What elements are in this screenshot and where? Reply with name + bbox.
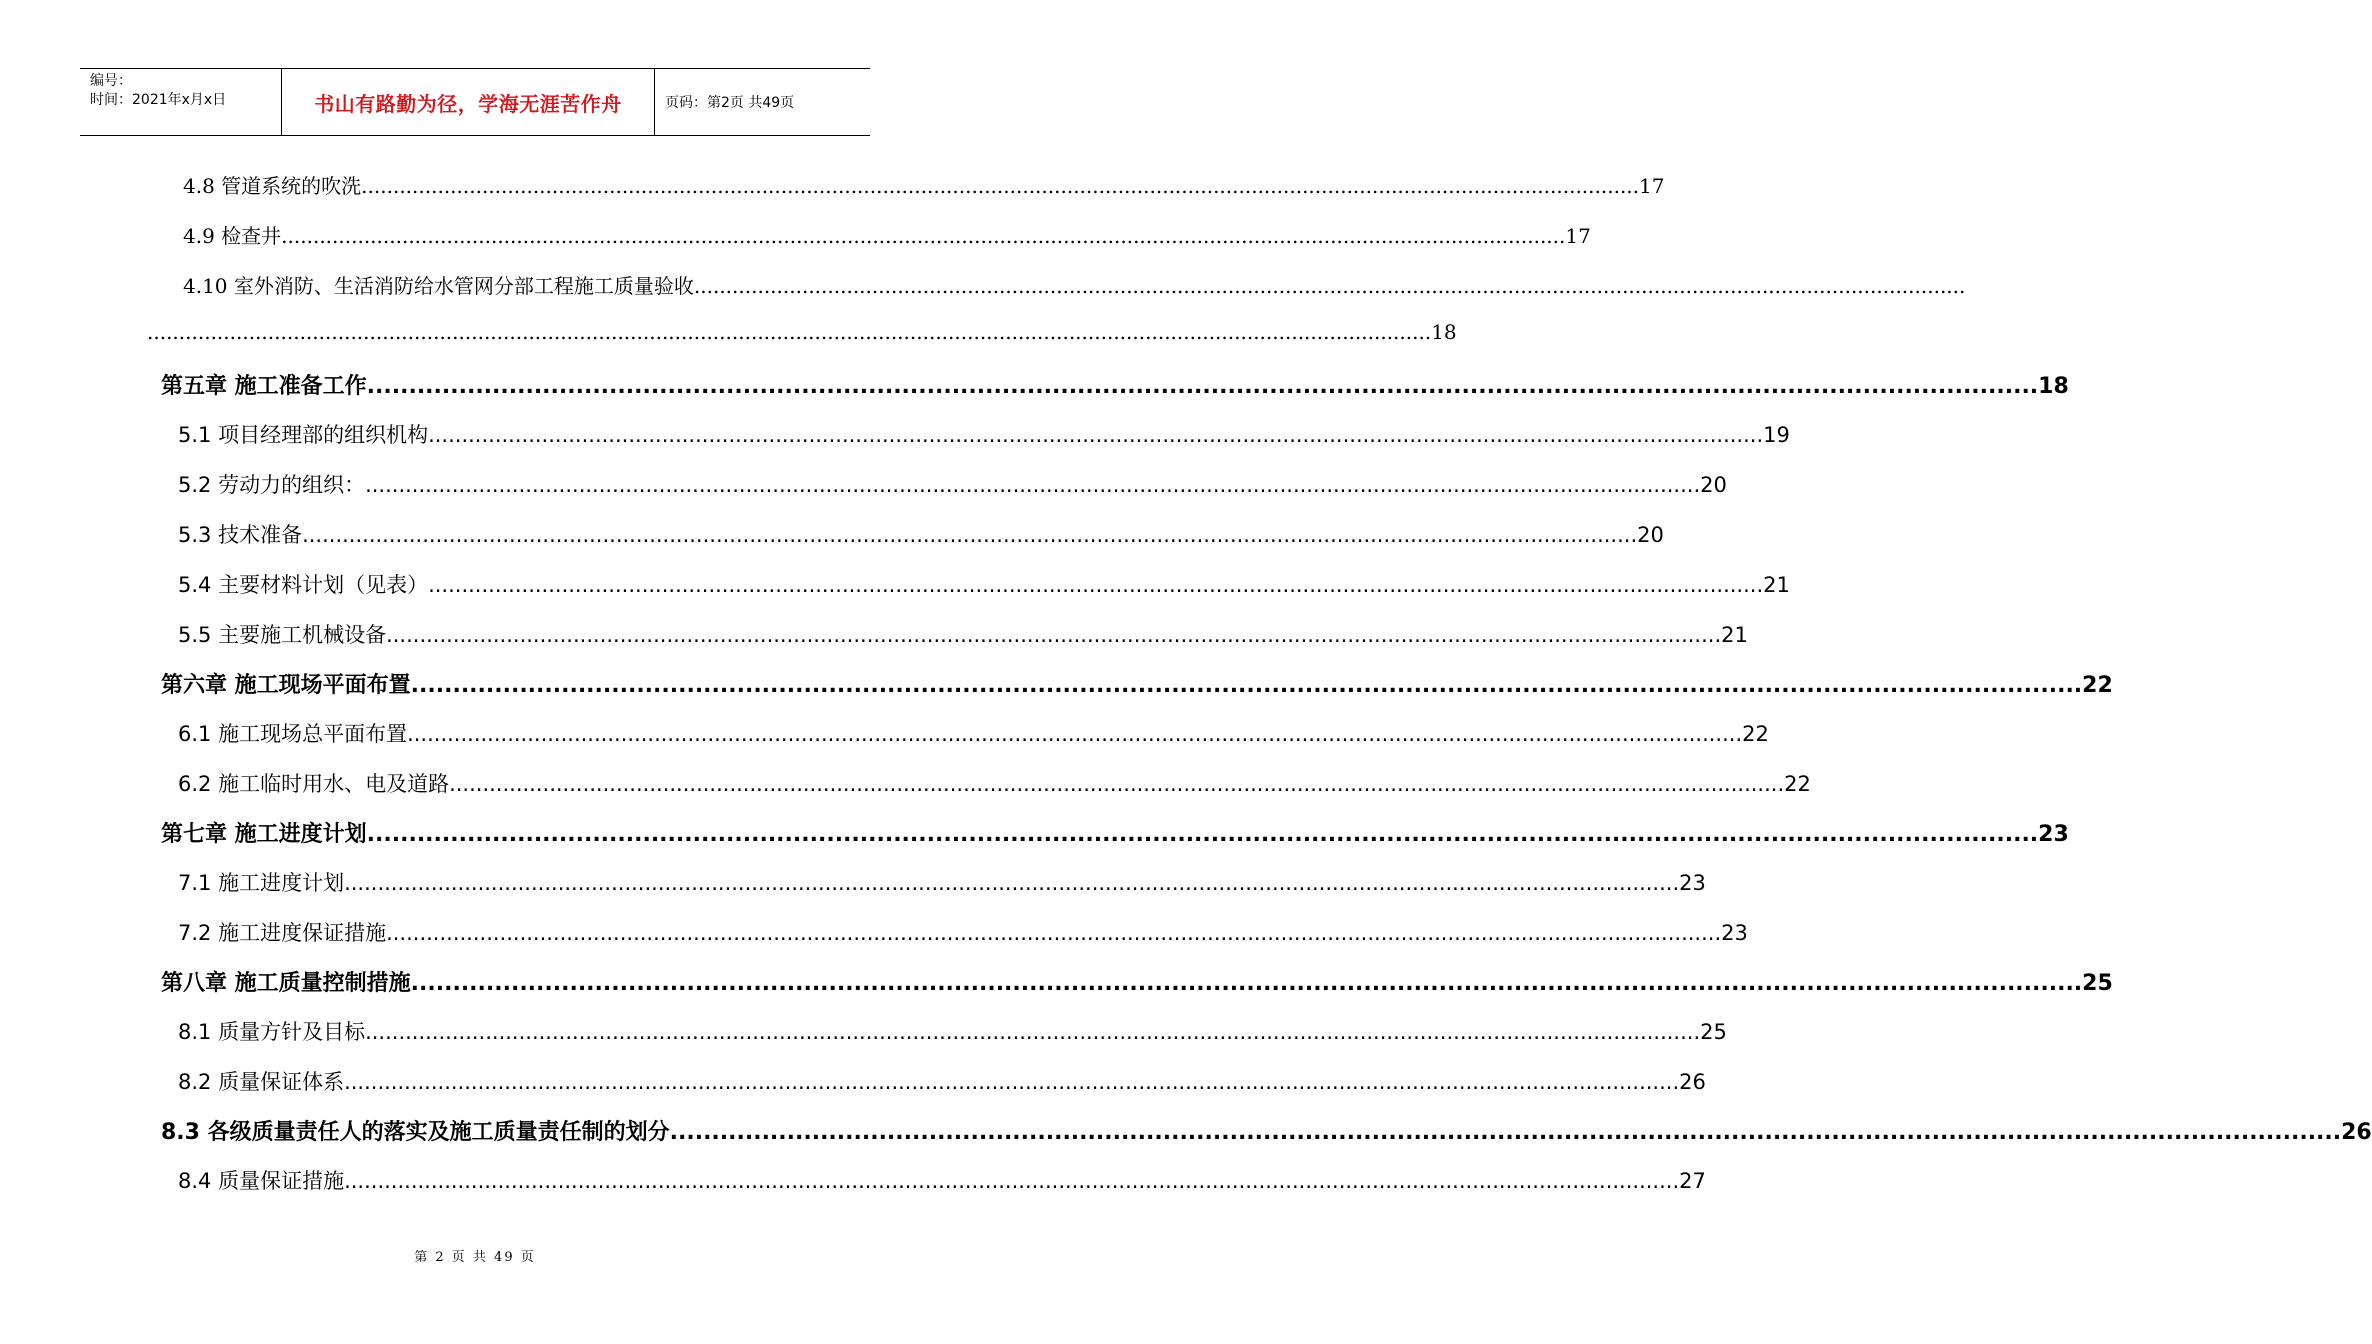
header-page-info: 页码：第2页 共49页	[665, 95, 795, 111]
toc-chapter[interactable]	[161, 817, 2069, 848]
toc-entry-title: 8.4 质量保证措施	[178, 1169, 345, 1193]
toc-entry-title: 4.10 室外消防、生活消防给水管网分部工程施工质量验收	[183, 274, 694, 298]
toc-entry-page: ..17	[1552, 224, 1591, 248]
toc-entry-title: 第五章 施工准备工作	[161, 374, 367, 399]
toc-entry-page: 26	[1679, 1070, 1706, 1094]
toc-leader-dots: ........................................................................................................................................................................................................	[147, 320, 1419, 344]
toc-entry-page: 25	[2082, 971, 2113, 996]
toc-entry[interactable]	[178, 768, 1811, 798]
toc-entry-title: 8.2 质量保证体系	[178, 1070, 345, 1094]
header-motto: 书山有路勤为径，学海无涯苦作舟	[282, 69, 655, 135]
toc-entry[interactable]	[183, 270, 1966, 299]
toc-entry-title: 第六章 施工现场平面布置	[161, 673, 411, 698]
toc-entry-continuation[interactable]	[147, 320, 1457, 344]
toc-leader-dots: ........................................................................................................................................................................................................	[693, 274, 1966, 298]
toc-leader-dots: ........................................................................................................................................................................................................	[669, 1120, 2342, 1145]
toc-chapter[interactable]	[161, 369, 2069, 400]
toc-entry[interactable]	[178, 519, 1664, 549]
toc-leader-dots: ........................................................................................................................................................................................................	[407, 722, 1743, 746]
toc-entry-page: 22	[2082, 673, 2113, 698]
toc-leader-dots: ........................................................................................................................................................................................................	[302, 523, 1638, 547]
toc-leader-dots: ........................................................................................................................................................................................................	[344, 1070, 1680, 1094]
number-label: 编号：	[90, 73, 132, 89]
toc-entry-title: 6.1 施工现场总平面布置	[178, 722, 408, 746]
toc-leader-dots: ........................................................................................................................................................................................................	[366, 374, 2039, 399]
toc-entry[interactable]	[178, 1066, 1706, 1096]
header-meta	[80, 69, 282, 135]
toc-entry-page: 25	[1700, 1020, 1727, 1044]
toc-leader-dots: ........................................................................................................................................................................................................	[428, 423, 1764, 447]
toc-leader-dots: ........................................................................................................................................................................................................	[366, 822, 2039, 847]
toc-chapter[interactable]	[161, 668, 2113, 699]
toc-entry[interactable]	[178, 419, 1790, 449]
toc-leader-dots: ........................................................................................................................................................................................................	[410, 673, 2083, 698]
toc-entry-title: 4.9 检查井	[183, 224, 282, 248]
toc-entry-page: 27	[1679, 1169, 1706, 1193]
toc-chapter[interactable]	[161, 1115, 2372, 1146]
toc-entry[interactable]	[178, 867, 1706, 897]
toc-leader-dots: ........................................................................................................................................................................................................	[449, 772, 1785, 796]
toc-leader-dots: ........................................................................................................................................................................................................	[344, 1169, 1680, 1193]
toc-entry-title: 5.5 主要施工机械设备	[178, 623, 387, 647]
toc-entry-page: 20	[1700, 473, 1727, 497]
toc-entry[interactable]	[178, 569, 1790, 599]
toc-entry-page: 19	[1763, 423, 1790, 447]
toc-entry-title: 第八章 施工质量控制措施	[161, 971, 411, 996]
toc-entry-title: 7.1 施工进度计划	[178, 871, 345, 895]
toc-entry-page: 18	[2038, 374, 2069, 399]
toc-leader-dots: ........................................................................................................................................................................................................	[410, 971, 2083, 996]
toc-entry[interactable]	[178, 1016, 1727, 1046]
page-footer: 第 2 页 共 49 页	[414, 1250, 536, 1265]
toc-entry-title: 8.1 质量方针及目标	[178, 1020, 366, 1044]
toc-entry-page: 21	[1721, 623, 1748, 647]
toc-entry-title: 5.2 劳动力的组织：	[178, 473, 366, 497]
toc-entry-title: 5.4 主要材料计划（见表）	[178, 573, 429, 597]
toc-entry-page: 23	[1679, 871, 1706, 895]
toc-entry-title: 8.3 各级质量责任人的落实及施工质量责任制的划分	[161, 1120, 670, 1145]
toc-entry-title: 4.8 管道系统的吹洗	[183, 174, 362, 198]
toc-entry-page: 26	[2341, 1120, 2372, 1145]
toc-leader-dots: ........................................................................................................................................................................................................	[365, 1020, 1701, 1044]
toc-leader-dots: ........................................................................................................................................................................................................	[365, 473, 1701, 497]
page-header	[80, 68, 870, 136]
toc-entry-page: 23	[2038, 822, 2069, 847]
toc-leader-dots: ........................................................................................................................................................................................................	[281, 224, 1553, 248]
toc-leader-dots: ........................................................................................................................................................................................................	[386, 623, 1722, 647]
toc-entry[interactable]	[178, 718, 1769, 748]
toc-entry-title: 5.3 技术准备	[178, 523, 303, 547]
toc-entry-title: 7.2 施工进度保证措施	[178, 921, 387, 945]
toc-entry-page: 21	[1763, 573, 1790, 597]
toc-leader-dots: ........................................................................................................................................................................................................	[361, 174, 1633, 198]
toc-entry[interactable]	[178, 917, 1748, 947]
toc-entry-page: 22	[1784, 772, 1811, 796]
toc-leader-dots: ........................................................................................................................................................................................................	[344, 871, 1680, 895]
toc-entry[interactable]	[178, 1165, 1706, 1195]
toc-entry-title: 5.1 项目经理部的组织机构	[178, 423, 429, 447]
toc-entry[interactable]	[178, 619, 1748, 649]
toc-chapter[interactable]	[161, 966, 2113, 997]
toc-entry[interactable]	[183, 220, 1591, 249]
toc-entry[interactable]	[183, 170, 1665, 199]
toc-entry-page: .17	[1632, 174, 1665, 198]
date-label: 时间：2021年x月x日	[90, 92, 227, 108]
toc-entry-page: ..18	[1418, 320, 1457, 344]
toc-entry[interactable]	[178, 469, 1727, 499]
toc-leader-dots: ........................................................................................................................................................................................................	[386, 921, 1722, 945]
toc-entry-page: 23	[1721, 921, 1748, 945]
toc-entry-title: 第七章 施工进度计划	[161, 822, 367, 847]
toc-entry-page: 22	[1742, 722, 1769, 746]
toc-leader-dots: ........................................................................................................................................................................................................	[428, 573, 1764, 597]
toc-entry-page: 20	[1637, 523, 1664, 547]
toc-entry-title: 6.2 施工临时用水、电及道路	[178, 772, 450, 796]
